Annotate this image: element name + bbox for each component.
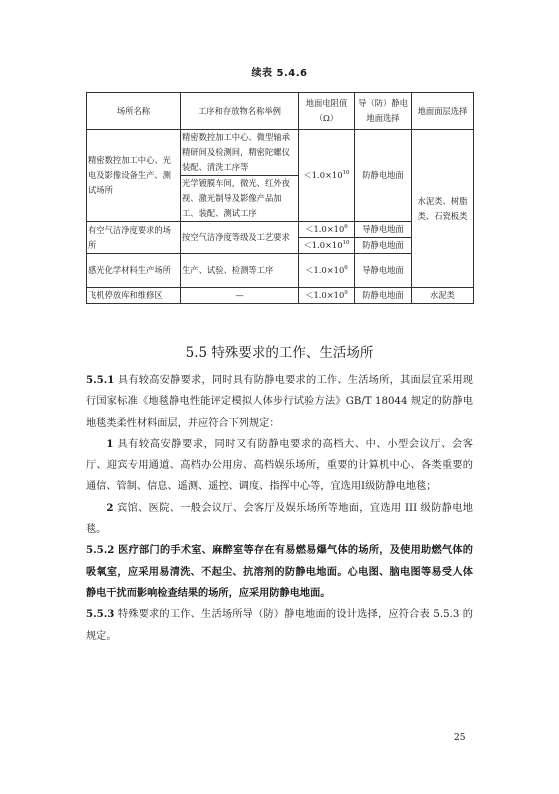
cell-resistance-clean-b (299, 238, 355, 254)
cell-esd-aircraft: 防静电地面 (355, 288, 412, 304)
resistance-base: ＜1.0×10 (303, 170, 343, 180)
cell-layer-group: 水泥类、树脂类、石瓷板类 (412, 130, 474, 288)
cell-esd-photo: 导静电地面 (355, 254, 412, 288)
cell-resistance-precision (299, 130, 355, 222)
resistance-base: ＜1.0×10 (303, 240, 343, 250)
resistance-base: ＜1.0×10 (305, 290, 345, 300)
section-title: 5.5 特殊要求的工作、生活场所 (185, 345, 374, 361)
clause-5-5-1 (86, 370, 473, 434)
page-number: 25 (454, 733, 466, 743)
clause-5-5-2 (86, 540, 473, 604)
cell-process-precision-b: 光学镀膜车间，微光、红外夜视、激光制导及影像产品加工、装配、测试工序 (181, 176, 299, 222)
resistance-exponent: 10 (342, 240, 350, 247)
resistance-exponent: 6 (344, 265, 348, 272)
table-caption: 续表 5.4.6 (251, 68, 308, 79)
item-number: 2 (106, 501, 114, 514)
clause-number: 5.5.3 (86, 608, 115, 621)
clause-number: 5.5.2 (86, 544, 115, 557)
cell-process-precision-a: 精密数控加工中心、微型轴承精研间及检测间，精密陀螺仪装配、清洗工序等 (181, 130, 299, 176)
resistance-base: ＜1.0×10 (305, 265, 345, 275)
header-process: 工序和存放物名称举例 (181, 93, 299, 130)
header-esd-floor: 导（防）静电地面选择 (355, 93, 412, 130)
clause-5-5-3 (86, 604, 473, 647)
cell-esd-clean-a: 导静电地面 (355, 222, 412, 238)
cell-process-photo: 生产、试验、检测等工序 (181, 254, 299, 288)
item-text: 具有较高安静要求，同时又有防静电要求的高档大、中、小型会议厅、会客厅、迎宾专用通道、高档办公用房、高档娱乐场所，重要的计算机中心、各类重要的通信、管制、信息、遥测、遥控、调度、指挥中心等，宜选用Ⅰ级防静电地毯； (86, 438, 473, 493)
cell-place-precision: 精密数控加工中心、光电及影像设备生产、测试场所 (87, 130, 181, 222)
resistance-base: ＜1.0×10 (305, 224, 345, 234)
table-header-row (87, 93, 474, 130)
clause-number: 5.5.1 (86, 374, 115, 386)
cell-resistance-aircraft (299, 288, 355, 304)
cell-place-aircraft: 飞机停放库和维修区 (87, 288, 181, 304)
resistance-exponent: 6 (344, 224, 348, 231)
body-text (86, 370, 473, 647)
cell-place-photo: 感光化学材料生产场所 (87, 254, 181, 288)
header-resistance: 地面电阻值（Ω） (299, 93, 355, 130)
table-row (87, 130, 474, 176)
cell-process-clean: 按空气洁净度等级及工艺要求 (181, 222, 299, 254)
cell-esd-clean-b: 防静电地面 (355, 238, 412, 254)
resistance-exponent: 10 (342, 170, 350, 177)
header-place-name: 场所名称 (87, 93, 181, 130)
clause-text: 特殊要求的工作、生活场所导（防）静电地面的设计选择，应符合表 5.5.3 的规定。 (86, 609, 473, 642)
item-number: 1 (106, 437, 114, 450)
cell-process-aircraft: — (181, 288, 299, 304)
header-surface-layer: 地面面层选择 (412, 93, 474, 130)
table-row (87, 288, 474, 304)
item-text: 宾馆、医院、一般会议厅、会客厅及娱乐场所等地面，宜选用 III 级防静电地毯。 (86, 502, 473, 536)
cell-esd-precision: 防静电地面 (355, 130, 412, 222)
list-item (86, 498, 473, 541)
clause-text: 具有较高安静要求，同时具有防静电要求的工作、生活场所，其面层宜采用现行国家标准《地毯静电性能评定模拟人体步行试验方法》GB/T 18044 规定的防静电地毯类柔性材料面层，并应符合下列规定： (86, 375, 473, 429)
cell-resistance-clean-a (299, 222, 355, 238)
clause-text: 医疗部门的手术室、麻醉室等存在有易燃易爆气体的场所，及使用助燃气体的吸氧室，应采用易清洗、不起尘、抗溶剂的防静电地面。心电图、脑电图等易受人体静电干扰而影响检查结果的场所，应采用防静电地面。 (86, 544, 473, 599)
cell-layer-aircraft: 水泥类 (412, 288, 474, 304)
cell-resistance-photo (299, 254, 355, 288)
continued-table-5-4-6 (86, 92, 474, 304)
cell-place-clean: 有空气洁净度要求的场所 (87, 222, 181, 254)
list-item (86, 434, 473, 498)
resistance-exponent: 9 (344, 290, 348, 297)
